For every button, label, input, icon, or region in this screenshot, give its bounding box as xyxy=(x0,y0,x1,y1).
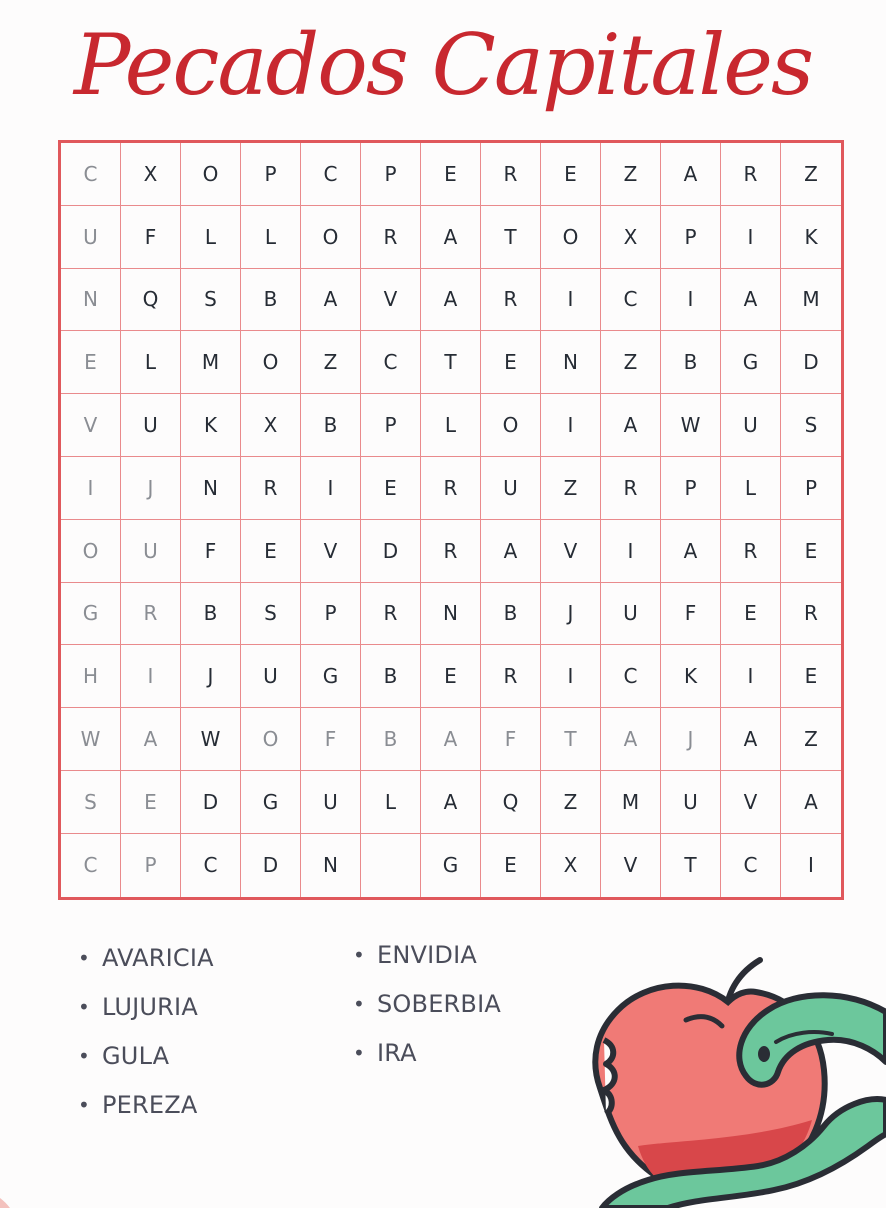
grid-cell[interactable]: L xyxy=(421,394,481,457)
grid-cell[interactable]: R xyxy=(421,457,481,520)
grid-cell[interactable]: F xyxy=(301,708,361,771)
grid-cell[interactable]: C xyxy=(301,143,361,206)
grid-cell[interactable]: V xyxy=(361,269,421,332)
grid-cell[interactable]: L xyxy=(181,206,241,269)
grid-cell[interactable]: O xyxy=(481,394,541,457)
grid-cell[interactable]: V xyxy=(721,771,781,834)
grid-cell[interactable]: I xyxy=(601,520,661,583)
grid-cell[interactable]: D xyxy=(781,331,841,394)
grid-cell[interactable]: B xyxy=(181,583,241,646)
grid-cell[interactable]: L xyxy=(361,771,421,834)
grid-cell[interactable]: D xyxy=(241,834,301,897)
grid-cell[interactable]: A xyxy=(601,394,661,457)
grid-cell[interactable]: F xyxy=(121,206,181,269)
word-search-grid xyxy=(58,140,844,900)
grid-cell[interactable]: I xyxy=(721,206,781,269)
grid-cell[interactable] xyxy=(361,834,421,897)
grid-cell[interactable]: E xyxy=(481,331,541,394)
grid-cell[interactable]: S xyxy=(241,583,301,646)
grid-cell[interactable]: D xyxy=(181,771,241,834)
apple-with-snake-icon xyxy=(578,950,886,1208)
grid-cell[interactable]: E xyxy=(61,331,121,394)
grid-cell[interactable]: A xyxy=(121,708,181,771)
grid-cell[interactable]: O xyxy=(61,520,121,583)
grid-cell[interactable]: S xyxy=(181,269,241,332)
grid-cell[interactable]: P xyxy=(661,206,721,269)
grid-cell[interactable]: Z xyxy=(781,143,841,206)
grid-cell[interactable]: R xyxy=(481,143,541,206)
grid-cell[interactable]: T xyxy=(541,708,601,771)
grid-cell[interactable]: I xyxy=(808,853,814,878)
grid-cell[interactable]: C xyxy=(361,331,421,394)
grid-cell[interactable]: C xyxy=(61,834,121,897)
grid-cell[interactable]: G xyxy=(61,583,121,646)
grid-cell[interactable]: T xyxy=(421,331,481,394)
grid-cell[interactable]: A xyxy=(661,143,721,206)
grid-cell[interactable]: F xyxy=(481,708,541,771)
grid-cell[interactable]: E xyxy=(121,771,181,834)
grid-cell[interactable]: U xyxy=(301,771,361,834)
grid-cell[interactable]: W xyxy=(181,708,241,771)
word-label: PEREZA xyxy=(102,1091,198,1119)
grid-cell[interactable]: L xyxy=(241,206,301,269)
grid-cell[interactable]: R xyxy=(781,583,841,646)
grid-cell[interactable]: K xyxy=(661,645,721,708)
grid-cell[interactable]: V xyxy=(541,520,601,583)
word-list-right xyxy=(353,931,501,1078)
grid-cell[interactable]: X xyxy=(601,206,661,269)
bullet-icon: • xyxy=(353,1041,365,1065)
grid-cell[interactable]: C xyxy=(181,834,241,897)
grid-cell[interactable]: K xyxy=(181,394,241,457)
grid-cell[interactable]: R xyxy=(421,520,481,583)
grid-cell[interactable]: I xyxy=(61,457,121,520)
grid-cell[interactable]: O xyxy=(241,708,301,771)
word-list-item xyxy=(353,1029,501,1078)
grid-cell[interactable]: I xyxy=(541,394,601,457)
grid-cell[interactable]: E xyxy=(421,645,481,708)
grid-cell[interactable]: G xyxy=(421,834,481,897)
word-label: ENVIDIA xyxy=(377,941,477,969)
word-list-item xyxy=(78,1081,214,1130)
grid-cell[interactable]: R xyxy=(121,583,181,646)
grid-cell[interactable]: C xyxy=(601,269,661,332)
grid-cell[interactable]: C xyxy=(721,834,781,897)
grid-cell[interactable]: A xyxy=(421,269,481,332)
grid-cell[interactable]: M xyxy=(181,331,241,394)
decorative-circle-icon xyxy=(0,1168,40,1208)
bullet-icon: • xyxy=(353,992,365,1016)
grid-cell[interactable]: Q xyxy=(121,269,181,332)
grid-cell[interactable]: T xyxy=(481,206,541,269)
grid-cell[interactable]: I xyxy=(721,645,781,708)
bullet-icon: • xyxy=(353,943,365,967)
grid-cell[interactable]: U xyxy=(601,583,661,646)
word-label: SOBERBIA xyxy=(377,990,501,1018)
word-label: IRA xyxy=(377,1039,417,1067)
page-title: Pecados Capitales xyxy=(73,16,813,114)
grid-cell[interactable]: E xyxy=(541,143,601,206)
grid-cell[interactable]: D xyxy=(361,520,421,583)
word-label: GULA xyxy=(102,1042,170,1070)
grid-cell[interactable]: B xyxy=(241,269,301,332)
grid-cell[interactable]: P xyxy=(361,143,421,206)
grid-cell[interactable]: P xyxy=(781,457,841,520)
grid-cell[interactable]: A xyxy=(781,771,841,834)
grid-cell[interactable]: V xyxy=(61,394,121,457)
grid-cell[interactable]: U xyxy=(481,457,541,520)
bullet-icon: • xyxy=(78,1044,90,1068)
grid-cell[interactable]: S xyxy=(61,771,121,834)
grid-cell[interactable]: G xyxy=(241,771,301,834)
grid-cell[interactable]: A xyxy=(421,206,481,269)
grid-cell[interactable]: M xyxy=(601,771,661,834)
grid-cell[interactable]: V xyxy=(601,834,661,897)
grid-cell[interactable]: N xyxy=(181,457,241,520)
word-list-item xyxy=(78,983,214,1032)
grid-cell[interactable]: I xyxy=(541,645,601,708)
grid-cell[interactable]: O xyxy=(541,206,601,269)
word-list-item xyxy=(78,1032,214,1081)
grid-cell[interactable]: S xyxy=(781,394,841,457)
grid-cell[interactable]: T xyxy=(661,834,721,897)
grid-cell[interactable]: E xyxy=(721,583,781,646)
grid-cell[interactable]: N xyxy=(61,269,121,332)
grid-cell[interactable]: A xyxy=(421,708,481,771)
grid-cell[interactable]: Q xyxy=(481,771,541,834)
grid-cell[interactable]: N xyxy=(421,583,481,646)
grid-cell[interactable]: C xyxy=(61,143,121,206)
grid-cell[interactable]: U xyxy=(121,394,181,457)
grid-cell[interactable]: P xyxy=(361,394,421,457)
grid-cell[interactable]: U xyxy=(61,206,121,269)
grid-cell[interactable]: B xyxy=(661,331,721,394)
grid-cell[interactable]: F xyxy=(661,583,721,646)
grid-cell[interactable]: R xyxy=(721,520,781,583)
grid-cell[interactable]: A xyxy=(721,269,781,332)
grid-cell[interactable]: P xyxy=(301,583,361,646)
grid-cell[interactable]: J xyxy=(181,645,241,708)
grid-cell[interactable]: R xyxy=(241,457,301,520)
grid-cell[interactable]: M xyxy=(781,269,841,332)
grid-cell[interactable]: X xyxy=(121,143,181,206)
grid-cell[interactable]: N xyxy=(301,834,361,897)
grid-cell[interactable]: E xyxy=(781,520,841,583)
grid-cell[interactable]: O xyxy=(301,206,361,269)
grid-cell[interactable]: B xyxy=(361,645,421,708)
grid-cell[interactable]: B xyxy=(481,583,541,646)
grid-cell[interactable]: J xyxy=(121,457,181,520)
grid-cell[interactable]: Z xyxy=(541,771,601,834)
grid-cell[interactable]: A xyxy=(421,771,481,834)
grid-cell[interactable]: A xyxy=(301,269,361,332)
word-list-left xyxy=(78,934,214,1130)
grid-cell[interactable]: A xyxy=(601,708,661,771)
grid-cell[interactable]: I xyxy=(301,457,361,520)
grid-cell[interactable]: A xyxy=(481,520,541,583)
bullet-icon: • xyxy=(78,946,90,970)
grid-cell[interactable]: V xyxy=(301,520,361,583)
grid-cell[interactable]: E xyxy=(241,520,301,583)
grid-cell[interactable]: G xyxy=(721,331,781,394)
grid-cell[interactable]: O xyxy=(181,143,241,206)
grid-cell[interactable]: B xyxy=(361,708,421,771)
grid-cell[interactable]: K xyxy=(781,206,841,269)
grid-cell[interactable]: W xyxy=(61,708,121,771)
word-list-item xyxy=(353,980,501,1029)
grid-cell[interactable]: E xyxy=(361,457,421,520)
grid-cell[interactable]: L xyxy=(721,457,781,520)
word-list-item xyxy=(353,931,501,980)
bullet-icon: • xyxy=(78,1093,90,1117)
grid-cell[interactable]: Z xyxy=(601,331,661,394)
grid-cell[interactable]: Z xyxy=(301,331,361,394)
grid-cell[interactable]: W xyxy=(661,394,721,457)
grid-cell[interactable]: U xyxy=(241,645,301,708)
grid-cell[interactable]: U xyxy=(721,394,781,457)
grid-cell[interactable]: U xyxy=(661,771,721,834)
grid-cell[interactable]: Z xyxy=(541,457,601,520)
word-list-item xyxy=(78,934,214,983)
grid-cell[interactable]: A xyxy=(721,708,781,771)
word-label: LUJURIA xyxy=(102,993,198,1021)
grid-cell[interactable]: N xyxy=(541,331,601,394)
grid-cell[interactable]: R xyxy=(721,143,781,206)
grid-cell[interactable]: I xyxy=(541,269,601,332)
grid-cell[interactable]: P xyxy=(661,457,721,520)
grid-cell[interactable]: Z xyxy=(601,143,661,206)
grid-cell[interactable]: R xyxy=(481,269,541,332)
grid-cell[interactable]: U xyxy=(121,520,181,583)
grid-cell[interactable]: E xyxy=(421,143,481,206)
grid-cell[interactable]: O xyxy=(241,331,301,394)
grid-cell[interactable]: R xyxy=(361,206,421,269)
grid-cell[interactable]: I xyxy=(121,645,181,708)
grid-cell[interactable]: R xyxy=(601,457,661,520)
grid-cell[interactable]: H xyxy=(61,645,121,708)
grid-cell[interactable]: Z xyxy=(781,708,841,771)
grid-cell[interactable]: P xyxy=(241,143,301,206)
grid-cell[interactable]: R xyxy=(481,645,541,708)
grid-cell[interactable]: C xyxy=(601,645,661,708)
bullet-icon: • xyxy=(78,995,90,1019)
grid-cell[interactable]: X xyxy=(241,394,301,457)
grid-cell[interactable]: I xyxy=(661,269,721,332)
grid-cell[interactable]: F xyxy=(181,520,241,583)
grid-cell[interactable]: J xyxy=(541,583,601,646)
grid-cell[interactable]: B xyxy=(301,394,361,457)
grid-cell[interactable]: E xyxy=(481,834,541,897)
grid-cell[interactable]: X xyxy=(541,834,601,897)
word-label: AVARICIA xyxy=(102,944,214,972)
grid-cell[interactable]: A xyxy=(661,520,721,583)
grid-cell[interactable]: L xyxy=(121,331,181,394)
grid-cell[interactable]: E xyxy=(781,645,841,708)
grid-cell[interactable]: G xyxy=(301,645,361,708)
grid-cell[interactable]: J xyxy=(661,708,721,771)
grid-cell[interactable]: P xyxy=(121,834,181,897)
grid-cell[interactable]: R xyxy=(361,583,421,646)
